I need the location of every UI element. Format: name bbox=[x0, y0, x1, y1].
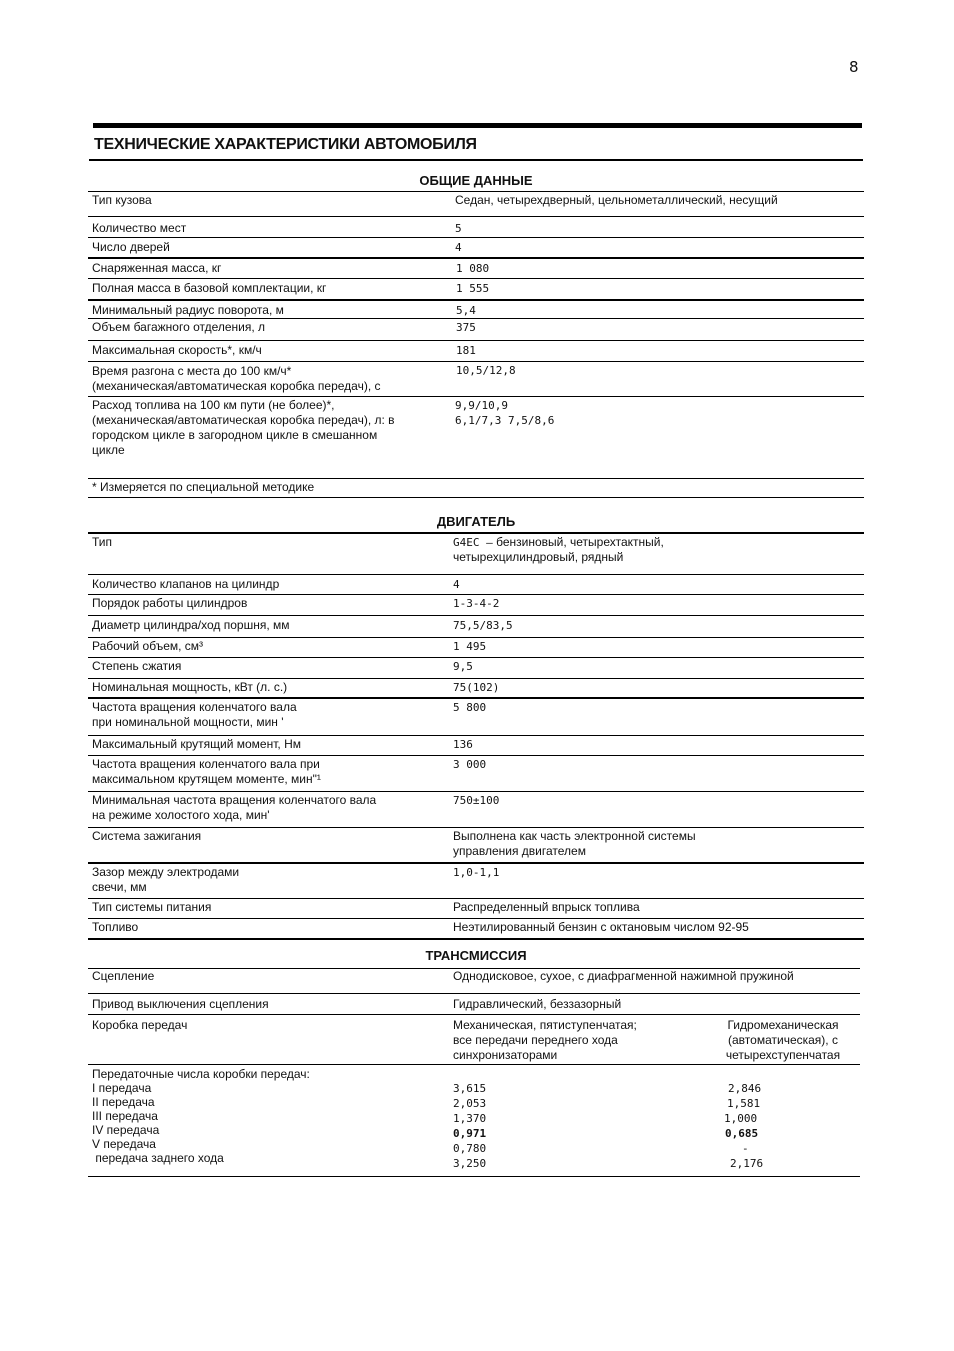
row-value: 3 000 bbox=[453, 758, 487, 771]
row-value: 1 080 bbox=[456, 262, 490, 275]
table-row bbox=[88, 575, 864, 595]
row-value: 4 bbox=[453, 578, 460, 591]
row-label: Сцепление bbox=[92, 969, 155, 983]
manual-ratios bbox=[450, 1065, 724, 1176]
row-value: Однодисковое, сухое, с диафрагменной нажимной пружиной bbox=[453, 969, 794, 983]
row-value: 5,4 bbox=[456, 304, 476, 317]
row-value: 136 bbox=[453, 738, 473, 751]
row-label: Полная масса в базовой комплектации, кг bbox=[92, 281, 327, 295]
gear-label: V передача bbox=[92, 1137, 156, 1151]
table-row bbox=[88, 397, 864, 479]
general-section bbox=[88, 171, 864, 498]
row-label: Частота вращения коленчатого вала при максимальном крутящем моменте, мин"¹ bbox=[92, 757, 321, 786]
gear-label: III передача bbox=[92, 1109, 158, 1123]
table-row bbox=[88, 362, 864, 397]
ratio-value: 1,581 bbox=[727, 1097, 761, 1110]
ratio-value: 0,971 bbox=[453, 1127, 487, 1140]
row-value: 1-3-4-2 bbox=[453, 597, 500, 610]
row-value: Гидравлический, беззазорный bbox=[453, 997, 622, 1011]
engine-code: G4EC — bbox=[453, 536, 493, 549]
row-label: Время разгона с места до 100 км/ч* (механическая/автоматическая коробка передач), с bbox=[92, 364, 381, 393]
ratio-value: - bbox=[742, 1142, 749, 1155]
row-label: Число дверей bbox=[92, 240, 170, 254]
row-value: Неэтилированный бензин с октановым числом 92-95 bbox=[453, 920, 749, 934]
gear-label: IV передача bbox=[92, 1123, 160, 1137]
row-value: 4 bbox=[455, 241, 462, 254]
table-row bbox=[88, 192, 864, 217]
table-row bbox=[88, 259, 864, 279]
row-label: Тип кузова bbox=[92, 193, 152, 207]
row-label: Количество мест bbox=[92, 221, 187, 235]
table-row bbox=[88, 679, 864, 699]
row-value: 5 800 bbox=[453, 701, 487, 714]
table-row bbox=[88, 217, 864, 238]
row-label: Привод выключения сцепления bbox=[92, 997, 269, 1011]
row-label: Минимальный радиус поворота, м bbox=[92, 303, 284, 317]
row-value: 375 bbox=[456, 321, 476, 334]
ratio-value: 2,176 bbox=[730, 1157, 764, 1170]
table-row bbox=[88, 828, 864, 864]
row-label: Степень сжатия bbox=[92, 659, 182, 673]
page-title: ТЕХНИЧЕСКИЕ ХАРАКТЕРИСТИКИ АВТОМОБИЛЯ bbox=[94, 136, 477, 153]
ratio-value: 3,250 bbox=[453, 1157, 487, 1170]
table-row bbox=[88, 534, 864, 575]
ratios-label: Передаточные числа коробки передач: bbox=[92, 1067, 310, 1081]
table-row bbox=[88, 919, 864, 940]
table-row bbox=[88, 756, 864, 792]
ratio-value: 1,370 bbox=[453, 1112, 487, 1125]
general-table bbox=[88, 191, 864, 498]
table-row bbox=[88, 1015, 860, 1065]
row-value: Седан, четырехдверный, цельнометаллический, несущий bbox=[455, 193, 778, 207]
row-value bbox=[450, 534, 864, 574]
title-rule bbox=[89, 159, 863, 161]
top-rule bbox=[93, 123, 862, 128]
table-row bbox=[88, 658, 864, 679]
ratio-value: 0,685 bbox=[725, 1127, 759, 1140]
ratio-value: 2,846 bbox=[728, 1082, 762, 1095]
engine-table bbox=[88, 532, 864, 940]
row-value: Распределенный впрыск топлива bbox=[453, 900, 640, 914]
general-heading: ОБЩИЕ ДАННЫЕ bbox=[419, 173, 533, 188]
table-row bbox=[88, 341, 864, 362]
row-value: 9,5 bbox=[453, 660, 473, 673]
table-row bbox=[88, 638, 864, 658]
table-row bbox=[88, 864, 864, 899]
footnote: * Измеряется по специальной методике bbox=[92, 480, 315, 494]
row-label: Количество клапанов на цилиндр bbox=[92, 577, 280, 591]
row-value: 750±100 bbox=[453, 794, 500, 807]
gear-ratio-labels bbox=[88, 1065, 450, 1176]
transmission-heading: ТРАНСМИССИЯ bbox=[425, 948, 527, 963]
row-value: 10,5/12,8 bbox=[456, 364, 516, 377]
row-label: Диаметр цилиндра/ход поршня, мм bbox=[92, 618, 290, 632]
table-row bbox=[88, 301, 864, 319]
transmission-table bbox=[88, 968, 860, 1177]
row-value: 75,5/83,5 bbox=[453, 619, 513, 632]
row-value: 75(102) bbox=[453, 681, 500, 694]
row-label: Тип bbox=[92, 535, 113, 549]
engine-section bbox=[88, 512, 864, 940]
footnote-row bbox=[88, 479, 864, 498]
table-row bbox=[88, 994, 860, 1015]
gear-label: I передача bbox=[92, 1081, 152, 1095]
gear-label: II передача bbox=[92, 1095, 155, 1109]
table-row bbox=[88, 595, 864, 616]
row-label: Система зажигания bbox=[92, 829, 202, 843]
table-row bbox=[88, 238, 864, 259]
ratio-value: 3,615 bbox=[453, 1082, 487, 1095]
table-row bbox=[88, 1065, 860, 1177]
row-value: Выполнена как часть электронной системы управления двигателем bbox=[453, 829, 696, 858]
row-value: 9,9/10,9 6,1/7,3 7,5/8,6 bbox=[455, 399, 555, 427]
transmission-section bbox=[88, 946, 864, 1177]
row-label: Максимальная скорость*, км/ч bbox=[92, 343, 262, 357]
row-label: Номинальная мощность, кВт (л. с.) bbox=[92, 680, 288, 694]
row-value: 1 495 bbox=[453, 640, 487, 653]
table-row bbox=[88, 969, 860, 994]
engine-type-text: бензиновый, четырехтактный, четырехцилиндровый, рядный bbox=[453, 535, 664, 564]
row-label: Частота вращения коленчатого вала при номинальной мощности, мин ' bbox=[92, 700, 297, 729]
row-label: Минимальная частота вращения коленчатого вала на режиме холостого хода, мин' bbox=[92, 793, 377, 822]
table-row bbox=[88, 616, 864, 638]
row-label: Коробка передач bbox=[92, 1018, 188, 1032]
table-row bbox=[88, 279, 864, 301]
row-label: Максимальный крутящий момент, Нм bbox=[92, 737, 301, 751]
table-row bbox=[88, 736, 864, 756]
row-value: 5 bbox=[455, 222, 462, 235]
row-value: 181 bbox=[456, 344, 476, 357]
gearbox-manual: Механическая, пятиступенчатая; все передачи переднего хода синхронизаторами bbox=[453, 1018, 637, 1062]
engine-heading: ДВИГАТЕЛЬ bbox=[436, 514, 516, 529]
row-label: Зазор между электродами свечи, мм bbox=[92, 865, 240, 894]
row-value: 1 555 bbox=[456, 282, 490, 295]
table-row bbox=[88, 699, 864, 736]
row-label: Объем багажного отделения, л bbox=[92, 320, 266, 334]
row-label: Топливо bbox=[92, 920, 139, 934]
gearbox-automatic: Гидромеханическая (автоматическая), с четырехступенчатая bbox=[725, 1018, 841, 1062]
ratio-value: 0,780 bbox=[453, 1142, 487, 1155]
table-row bbox=[88, 899, 864, 919]
table-row bbox=[88, 319, 864, 341]
ratio-value: 2,053 bbox=[453, 1097, 487, 1110]
ratio-value: 1,000 bbox=[724, 1112, 758, 1125]
page-number: 8 bbox=[849, 58, 859, 76]
row-value: 1,0-1,1 bbox=[453, 866, 500, 879]
row-label: Порядок работы цилиндров bbox=[92, 596, 248, 610]
table-row bbox=[88, 792, 864, 828]
row-label: Рабочий объем, см³ bbox=[92, 639, 204, 653]
row-label: Снаряженная масса, кг bbox=[92, 261, 222, 275]
row-label: Тип системы питания bbox=[92, 900, 212, 914]
automatic-ratios bbox=[724, 1065, 860, 1176]
row-label: Расход топлива на 100 км пути (не более)*, (механическая/автоматическая коробка передач), л: в городском цикле в загородном цикле в смешанном цикле bbox=[92, 398, 395, 457]
gear-label: передача заднего хода bbox=[92, 1151, 224, 1165]
